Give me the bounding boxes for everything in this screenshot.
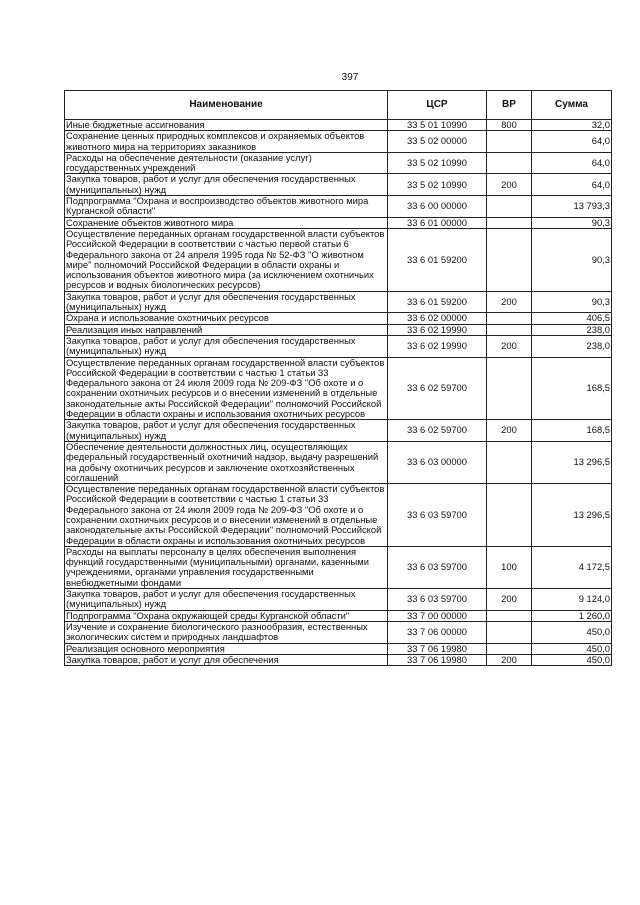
cell-vr: 200 xyxy=(487,174,532,196)
header-sum: Сумма xyxy=(532,91,612,120)
cell-csr: 33 6 01 00000 xyxy=(388,217,487,228)
cell-name: Реализация основного мероприятия xyxy=(65,643,388,654)
cell-vr xyxy=(487,484,532,547)
cell-vr xyxy=(487,196,532,218)
table-row xyxy=(65,131,612,153)
table-row xyxy=(65,335,612,357)
cell-name: Подпрограмма "Охрана окружающей среды Курганской области" xyxy=(65,610,388,621)
cell-csr: 33 6 02 19990 xyxy=(388,324,487,335)
cell-sum: 450,0 xyxy=(532,643,612,654)
cell-vr: 200 xyxy=(487,335,532,357)
cell-csr: 33 7 00 00000 xyxy=(388,610,487,621)
cell-sum: 238,0 xyxy=(532,335,612,357)
table-row xyxy=(65,217,612,228)
cell-csr: 33 6 02 19990 xyxy=(388,335,487,357)
cell-sum: 168,5 xyxy=(532,420,612,442)
cell-vr: 200 xyxy=(487,291,532,313)
cell-name: Сохранение объектов животного мира xyxy=(65,217,388,228)
cell-csr: 33 6 02 59700 xyxy=(388,357,487,420)
table-row xyxy=(65,546,612,588)
cell-name: Расходы на обеспечение деятельности (оказание услуг) государственных учреждений xyxy=(65,152,388,174)
page-number: 397 xyxy=(341,72,359,83)
cell-sum: 13 296,5 xyxy=(532,441,612,483)
header-vr: ВР xyxy=(487,91,532,120)
header-csr: ЦСР xyxy=(388,91,487,120)
cell-vr: 200 xyxy=(487,420,532,442)
cell-name: Осуществление переданных органам государственной власти субъектов Российской Федерации в соответствии с частью первой статьи 6 Федерального закона от 24 апреля 1995 года № 52-ФЗ "О животном мире" полномочий Российской Федерации в области охраны и использования объектов животного мира (за исключением охотничьих ресурсов и водных биологических ресурсов) xyxy=(65,228,388,291)
cell-csr: 33 6 00 00000 xyxy=(388,196,487,218)
table-row xyxy=(65,589,612,611)
table-row xyxy=(65,228,612,291)
table-row xyxy=(65,313,612,324)
cell-csr: 33 7 06 00000 xyxy=(388,621,487,643)
cell-vr xyxy=(487,357,532,420)
cell-name: Расходы на выплаты персоналу в целях обеспечения выполнения функций государственными (муниципальными) органами, казенными учреждениями, органами управления государственными внебюджетными фондами xyxy=(65,546,388,588)
cell-name: Закупка товаров, работ и услуг для обеспечения государственных (муниципальных) нужд xyxy=(65,589,388,611)
cell-csr: 33 6 03 59700 xyxy=(388,589,487,611)
table-row xyxy=(65,643,612,654)
cell-sum: 64,0 xyxy=(532,152,612,174)
table-row xyxy=(65,610,612,621)
cell-sum: 32,0 xyxy=(532,120,612,131)
cell-sum: 13 793,3 xyxy=(532,196,612,218)
cell-sum: 64,0 xyxy=(532,174,612,196)
cell-name: Закупка товаров, работ и услуг для обеспечения государственных (муниципальных) нужд xyxy=(65,291,388,313)
cell-sum: 406,5 xyxy=(532,313,612,324)
cell-csr: 33 6 01 59200 xyxy=(388,228,487,291)
table-row xyxy=(65,196,612,218)
table-row xyxy=(65,654,612,665)
cell-csr: 33 6 01 59200 xyxy=(388,291,487,313)
cell-name: Закупка товаров, работ и услуг для обеспечения xyxy=(65,654,388,665)
cell-name: Сохранение ценных природных комплексов и охраняемых объектов животного мира на территориях заказников xyxy=(65,131,388,153)
cell-vr xyxy=(487,217,532,228)
cell-vr xyxy=(487,228,532,291)
cell-csr: 33 5 02 10990 xyxy=(388,174,487,196)
table-row xyxy=(65,174,612,196)
table-row xyxy=(65,621,612,643)
cell-vr xyxy=(487,621,532,643)
table-row xyxy=(65,152,612,174)
cell-sum: 450,0 xyxy=(532,621,612,643)
cell-name: Осуществление переданных органам государственной власти субъектов Российской Федерации в соответствии с частью 1 статьи 33 Федерального закона от 24 июля 2009 года № 209-ФЗ "Об охоте и о сохранении охотничьих ресурсов и о внесении изменений в отдельные законодательные акты Российской Федерации" полномочий Российской Федерации в области охраны и использования охотничьих ресурсов xyxy=(65,484,388,547)
cell-csr: 33 7 06 19980 xyxy=(388,643,487,654)
cell-sum: 450,0 xyxy=(532,654,612,665)
cell-vr xyxy=(487,643,532,654)
cell-sum: 90,3 xyxy=(532,291,612,313)
cell-vr: 100 xyxy=(487,546,532,588)
cell-vr: 200 xyxy=(487,654,532,665)
cell-vr xyxy=(487,131,532,153)
cell-vr: 800 xyxy=(487,120,532,131)
cell-sum: 90,3 xyxy=(532,217,612,228)
cell-vr xyxy=(487,441,532,483)
cell-name: Охрана и использование охотничьих ресурсов xyxy=(65,313,388,324)
cell-vr xyxy=(487,324,532,335)
cell-name: Закупка товаров, работ и услуг для обеспечения государственных (муниципальных) нужд xyxy=(65,420,388,442)
table-row xyxy=(65,484,612,547)
cell-csr: 33 5 02 00000 xyxy=(388,131,487,153)
cell-csr: 33 6 03 00000 xyxy=(388,441,487,483)
cell-vr xyxy=(487,152,532,174)
cell-sum: 168,5 xyxy=(532,357,612,420)
cell-sum: 90,3 xyxy=(532,228,612,291)
cell-csr: 33 6 02 59700 xyxy=(388,420,487,442)
cell-csr: 33 5 02 10990 xyxy=(388,152,487,174)
table-row xyxy=(65,291,612,313)
cell-vr xyxy=(487,610,532,621)
cell-name: Обеспечение деятельности должностных лиц, осуществляющих федеральный государственный охотничий надзор, выдачу разрешений на добычу охотничьих ресурсов и заключение охотхозяйственных соглашений xyxy=(65,441,388,483)
table-row xyxy=(65,420,612,442)
cell-name: Изучение и сохранение биологического разнообразия, естественных экологических систем и природных ландшафтов xyxy=(65,621,388,643)
cell-csr: 33 6 03 59700 xyxy=(388,484,487,547)
cell-sum: 1 260,0 xyxy=(532,610,612,621)
table-row xyxy=(65,357,612,420)
cell-name: Иные бюджетные ассигнования xyxy=(65,120,388,131)
cell-name: Осуществление переданных органам государственной власти субъектов Российской Федерации в соответствии с частью 1 статьи 33 Федерального закона от 24 июля 2009 года № 209-ФЗ "Об охоте и о сохранении охотничьих ресурсов и о внесении изменений в отдельные законодательные акты Российской Федерации" полномочий Российской Федерации в области охраны и использования охотничьих ресурсов xyxy=(65,357,388,420)
cell-name: Реализация иных направлений xyxy=(65,324,388,335)
header-name: Наименование xyxy=(65,91,388,120)
cell-vr xyxy=(487,313,532,324)
table-header-row xyxy=(65,91,612,120)
cell-sum: 4 172,5 xyxy=(532,546,612,588)
cell-sum: 64,0 xyxy=(532,131,612,153)
cell-sum: 9 124,0 xyxy=(532,589,612,611)
cell-csr: 33 6 03 59700 xyxy=(388,546,487,588)
table-row xyxy=(65,441,612,483)
cell-csr: 33 7 06 19980 xyxy=(388,654,487,665)
cell-name: Подпрограмма "Охрана и воспроизводство объектов животного мира Курганской области" xyxy=(65,196,388,218)
table-row xyxy=(65,120,612,131)
table-row xyxy=(65,324,612,335)
cell-sum: 238,0 xyxy=(532,324,612,335)
cell-csr: 33 5 01 10990 xyxy=(388,120,487,131)
budget-table xyxy=(64,90,612,666)
cell-name: Закупка товаров, работ и услуг для обеспечения государственных (муниципальных) нужд xyxy=(65,174,388,196)
cell-csr: 33 6 02 00000 xyxy=(388,313,487,324)
cell-vr: 200 xyxy=(487,589,532,611)
cell-name: Закупка товаров, работ и услуг для обеспечения государственных (муниципальных) нужд xyxy=(65,335,388,357)
cell-sum: 13 296,5 xyxy=(532,484,612,547)
